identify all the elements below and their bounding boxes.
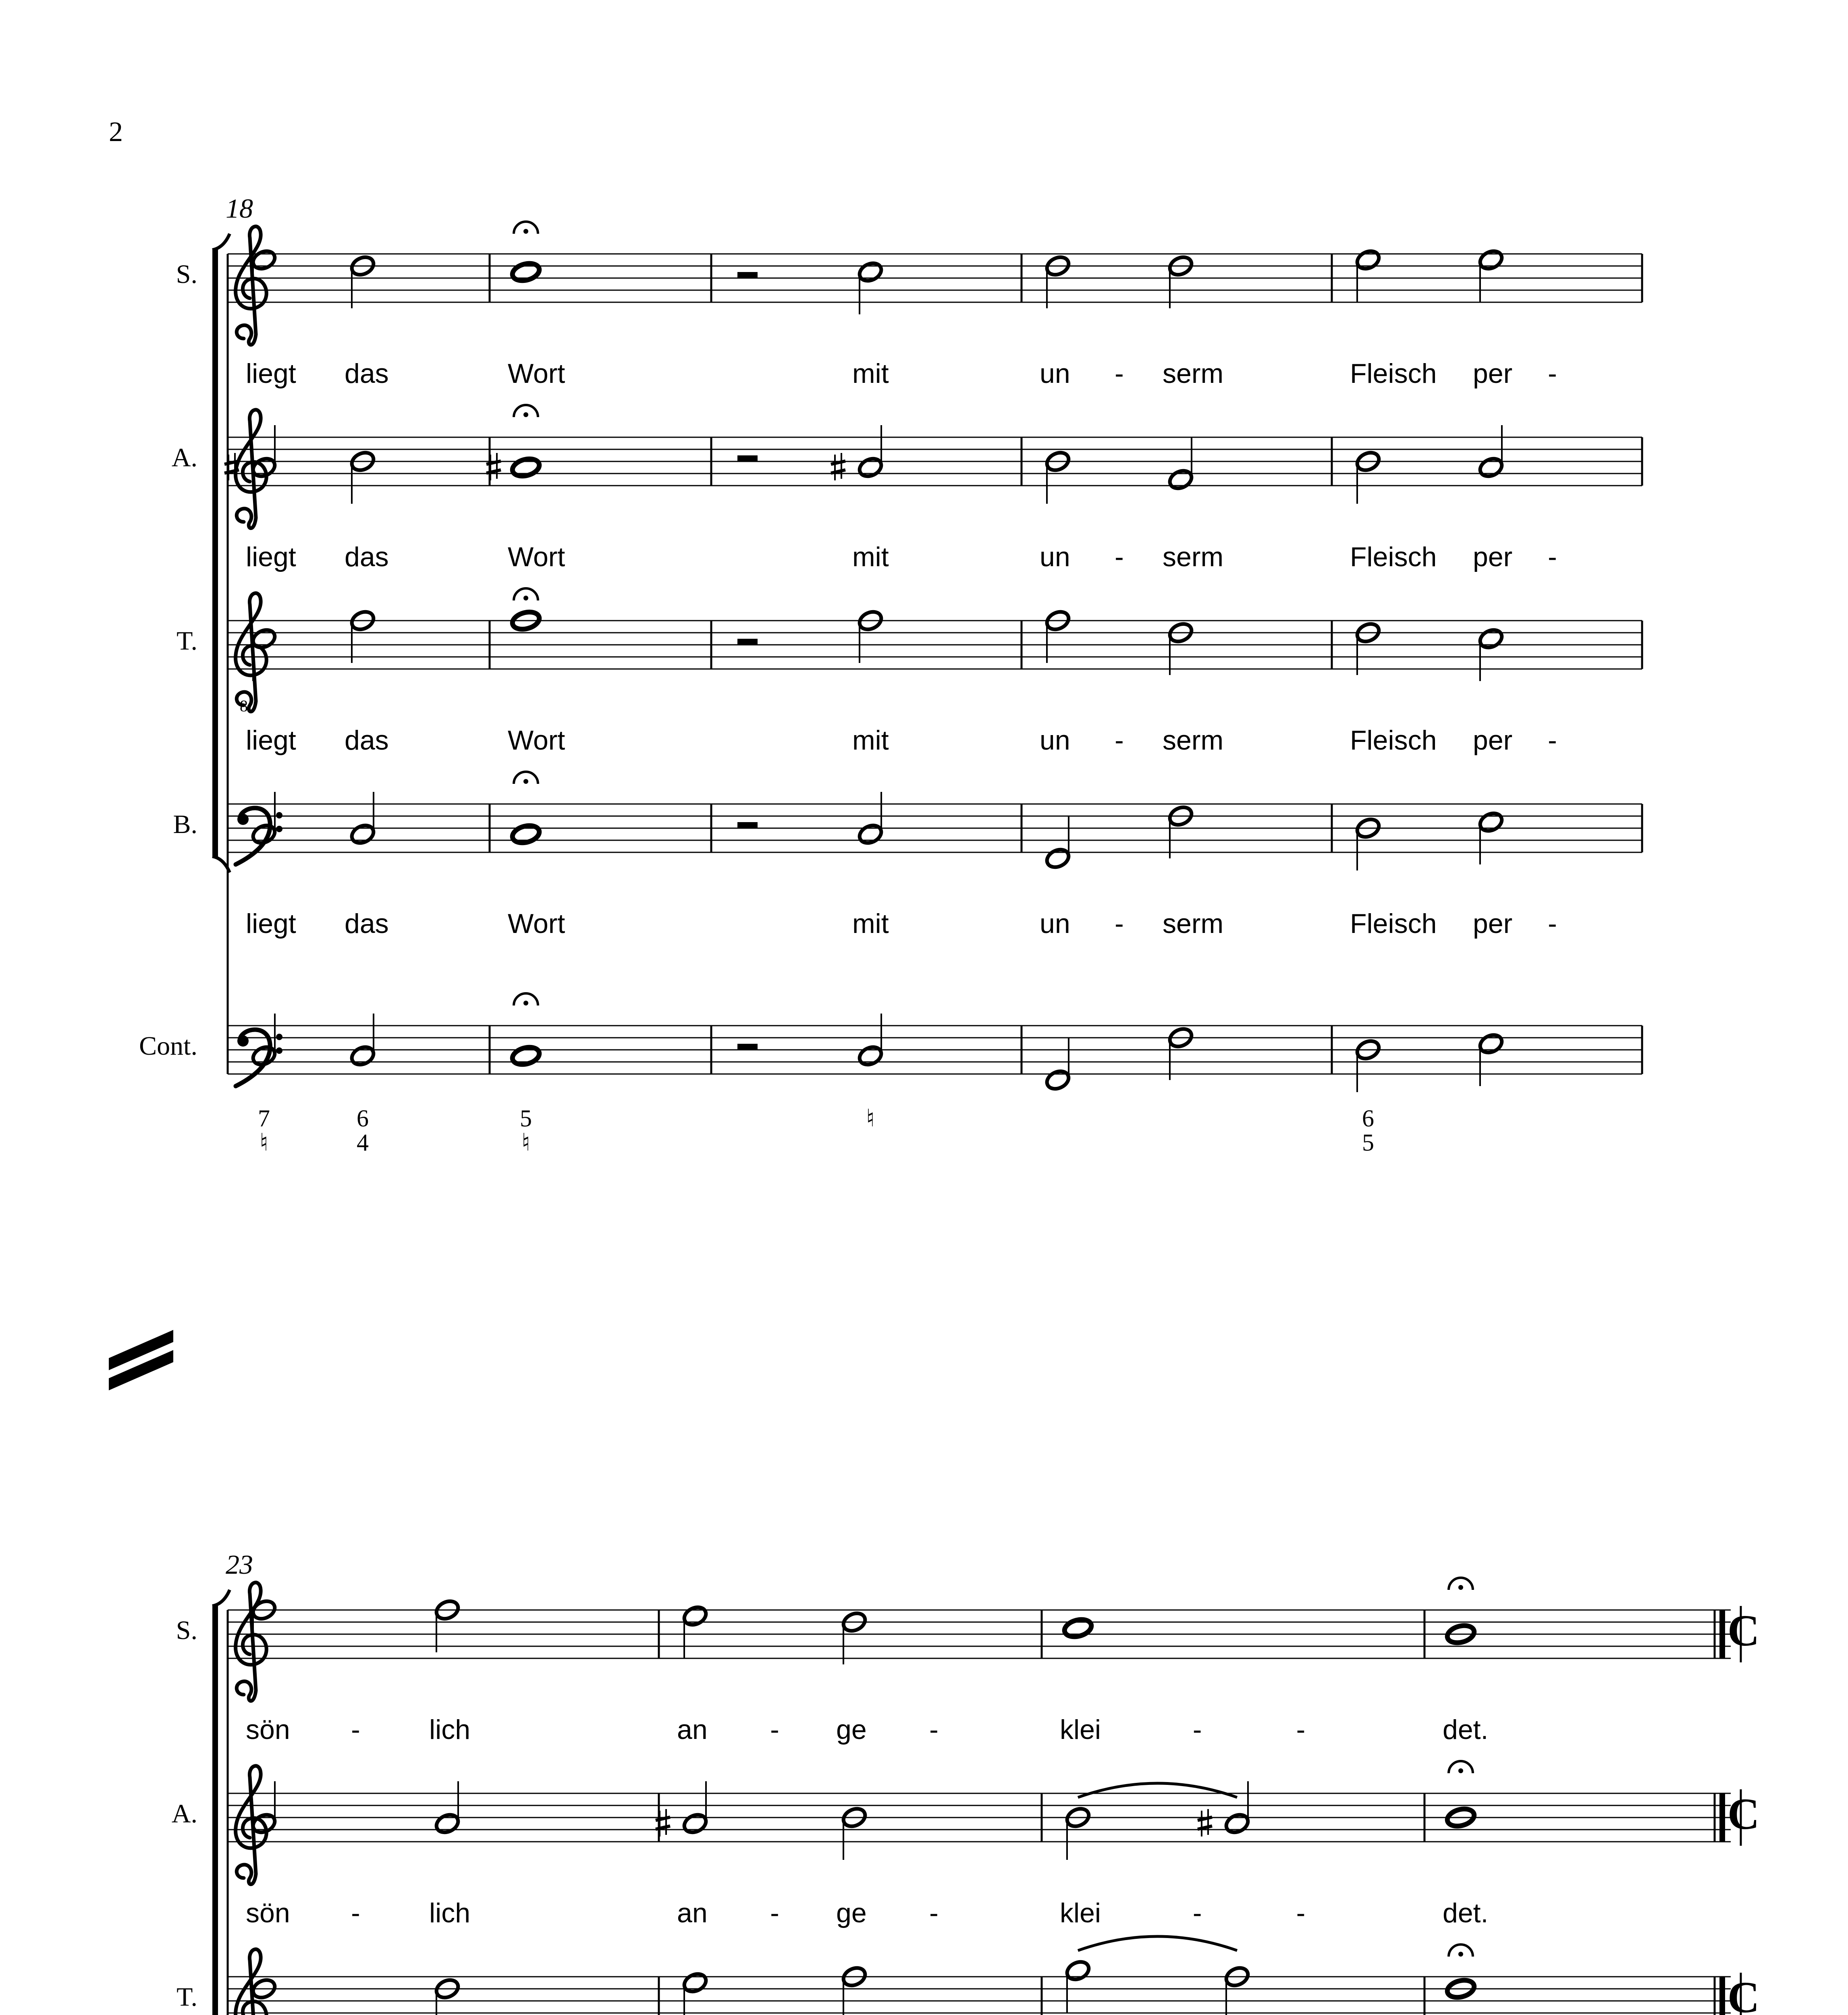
bass-clef-dot [276, 1034, 282, 1040]
half-note [1044, 1068, 1071, 1092]
staff-label: B. [173, 810, 197, 839]
staff-s [176, 1578, 1760, 1745]
half-note [349, 1044, 376, 1068]
lyric-syllable: per [1473, 908, 1513, 939]
half-note [1477, 810, 1505, 834]
lyric-hyphen: - [1115, 908, 1124, 939]
lyric-hyphen: - [1548, 542, 1557, 572]
staff-label: S. [176, 260, 197, 289]
lyric-syllable: serm [1163, 358, 1224, 389]
half-note [250, 627, 278, 651]
lyric-syllable: mit [852, 908, 889, 939]
lyric-syllable: an [677, 1898, 708, 1928]
lyric-syllable: klei [1060, 1898, 1101, 1928]
staff-label: S. [176, 1616, 197, 1645]
slur [1078, 1936, 1237, 1951]
staff-b [173, 772, 1642, 939]
whole-note [511, 823, 541, 845]
lyric-syllable: Wort [508, 908, 565, 939]
half-rest-icon [737, 1044, 758, 1050]
figured-bass-figure: ♮ [260, 1129, 268, 1156]
lyric-syllable: sön [246, 1898, 290, 1928]
sharp-icon [656, 1809, 670, 1836]
lyric-syllable: liegt [246, 542, 296, 572]
lyric-syllable: un [1040, 358, 1070, 389]
half-note [857, 455, 884, 480]
half-note [1167, 467, 1194, 492]
time-signature-common-time: C [1728, 1973, 1760, 2015]
half-rest-icon [737, 639, 758, 645]
sharp-icon [486, 453, 501, 480]
treble-clef-icon [236, 1766, 267, 1884]
bass-clef-dot [237, 1035, 249, 1047]
lyric-syllable: das [345, 542, 389, 572]
lyric-syllable: serm [1163, 542, 1224, 572]
figured-bass-figure: 4 [357, 1129, 369, 1156]
whole-note [511, 456, 541, 479]
lyric-hyphen: - [929, 1898, 939, 1928]
lyric-hyphen: - [1115, 725, 1124, 756]
lyric-hyphen: - [1192, 1898, 1202, 1928]
lyric-hyphen: - [1548, 725, 1557, 756]
half-note [1477, 455, 1505, 480]
lyric-syllable: Fleisch [1350, 542, 1437, 572]
staff-a [172, 1761, 1760, 1928]
lyric-syllable: Fleisch [1350, 908, 1437, 939]
treble-clef-icon [236, 410, 267, 528]
measure-number: 23 [226, 1549, 253, 1580]
bass-clef-dot [237, 814, 249, 825]
half-note [857, 822, 884, 846]
half-note [1354, 248, 1382, 272]
staff-a [172, 405, 1642, 572]
figured-bass-figure: ♮ [866, 1105, 875, 1132]
octave-8-marker: 8 [240, 697, 248, 715]
half-note [349, 822, 376, 846]
lyric-hyphen: - [1548, 908, 1557, 939]
final-barline [1719, 1610, 1725, 1658]
lyric-syllable: liegt [246, 358, 296, 389]
staff-t [176, 1936, 1759, 2015]
lyric-hyphen: - [770, 1898, 779, 1928]
half-note [250, 1044, 278, 1068]
figured-bass-figure: 6 [357, 1105, 369, 1132]
sharp-icon [831, 453, 845, 480]
fermata-dot [523, 596, 528, 600]
half-note [250, 822, 278, 846]
fermata-dot [523, 412, 528, 417]
lyric-syllable: liegt [246, 725, 296, 756]
half-note [1044, 846, 1071, 870]
system-2 [139, 1549, 1759, 2015]
figured-bass-figure: 7 [258, 1105, 270, 1132]
lyric-hyphen: - [1115, 358, 1124, 389]
half-rest-icon [737, 455, 758, 461]
bass-clef-dot [276, 812, 282, 818]
staff-label: A. [171, 1799, 197, 1828]
fermata-dot [523, 779, 528, 784]
lyric-syllable: un [1040, 725, 1070, 756]
lyric-syllable: mit [852, 358, 889, 389]
fermata-dot [1458, 1585, 1463, 1590]
bass-clef-dot [276, 1047, 282, 1054]
final-barline [1719, 1793, 1725, 1842]
whole-note [511, 261, 541, 283]
time-signature-common-time: C [1728, 1606, 1760, 1655]
measure-number: 18 [226, 193, 253, 224]
lyric-syllable: per [1473, 725, 1513, 756]
time-signature-common-time: C [1728, 1789, 1760, 1838]
figured-bass-figure: 5 [520, 1105, 532, 1132]
staff-s [176, 222, 1642, 389]
lyric-syllable: serm [1163, 725, 1224, 756]
figured-bass-figure: 5 [1362, 1129, 1374, 1156]
whole-note [1063, 1617, 1093, 1639]
system-separator-mark [109, 1330, 173, 1390]
lyric-syllable: det. [1443, 1714, 1489, 1745]
lyric-syllable: an [677, 1714, 708, 1745]
half-note [1064, 1959, 1092, 1983]
whole-note [511, 1045, 541, 1067]
system-1 [139, 193, 1642, 1156]
lyric-syllable: per [1473, 542, 1513, 572]
bass-clef-dot [276, 826, 282, 832]
score-systems [139, 193, 1759, 2015]
half-note [1477, 248, 1505, 272]
half-note [1477, 1032, 1505, 1056]
half-note [857, 1044, 884, 1068]
lyric-hyphen: - [351, 1898, 360, 1928]
lyric-syllable: ge [836, 1898, 867, 1928]
staff-label: A. [171, 443, 197, 472]
slur [1078, 1783, 1237, 1797]
lyric-hyphen: - [1115, 542, 1124, 572]
final-barline [1719, 1977, 1725, 2015]
lyric-syllable: ge [836, 1714, 867, 1745]
figured-bass-figure: ♮ [521, 1129, 530, 1156]
page-number: 2 [109, 116, 123, 147]
fermata-dot [523, 1001, 528, 1005]
treble-clef-icon [236, 226, 267, 345]
staff-label: T. [176, 1982, 197, 2012]
treble-clef-icon [236, 593, 267, 712]
lyric-syllable: mit [852, 542, 889, 572]
lyric-hyphen: - [1192, 1714, 1202, 1745]
staff-cont [139, 993, 1642, 1156]
half-note [681, 1971, 709, 1995]
lyric-syllable: lich [429, 1714, 471, 1745]
lyric-syllable: das [345, 725, 389, 756]
figured-bass-figure: 6 [1362, 1105, 1374, 1132]
lyric-syllable: Fleisch [1350, 358, 1437, 389]
lyric-syllable: per [1473, 358, 1513, 389]
fermata-dot [1458, 1768, 1463, 1773]
lyric-syllable: Wort [508, 358, 565, 389]
half-note [1223, 1811, 1251, 1836]
lyric-hyphen: - [351, 1714, 360, 1745]
lyric-syllable: Fleisch [1350, 725, 1437, 756]
staff-label: Cont. [139, 1031, 197, 1061]
lyric-syllable: Wort [508, 542, 565, 572]
lyric-syllable: das [345, 908, 389, 939]
lyric-syllable: das [345, 358, 389, 389]
lyric-hyphen: - [1548, 358, 1557, 389]
staff-label: T. [176, 626, 197, 656]
lyric-syllable: liegt [246, 908, 296, 939]
lyric-hyphen: - [1296, 1714, 1306, 1745]
staff-t [176, 588, 1642, 756]
lyric-syllable: det. [1443, 1898, 1489, 1928]
half-note [857, 260, 884, 284]
lyric-syllable: un [1040, 908, 1070, 939]
lyric-syllable: sön [246, 1714, 290, 1745]
lyric-hyphen: - [1296, 1898, 1306, 1928]
half-note [681, 1604, 709, 1628]
lyric-syllable: un [1040, 542, 1070, 572]
lyric-syllable: lich [429, 1898, 471, 1928]
lyric-hyphen: - [929, 1714, 939, 1745]
sharp-icon [1198, 1809, 1212, 1836]
half-note [681, 1811, 709, 1836]
lyric-syllable: Wort [508, 725, 565, 756]
half-rest-icon [737, 272, 758, 278]
lyric-hyphen: - [770, 1714, 779, 1745]
half-note [1477, 627, 1505, 651]
fermata-dot [523, 229, 528, 234]
half-note [434, 1811, 461, 1836]
fermata-dot [1458, 1952, 1463, 1957]
half-rest-icon [737, 822, 758, 828]
lyric-syllable: klei [1060, 1714, 1101, 1745]
lyric-syllable: mit [852, 725, 889, 756]
lyric-syllable: serm [1163, 908, 1224, 939]
